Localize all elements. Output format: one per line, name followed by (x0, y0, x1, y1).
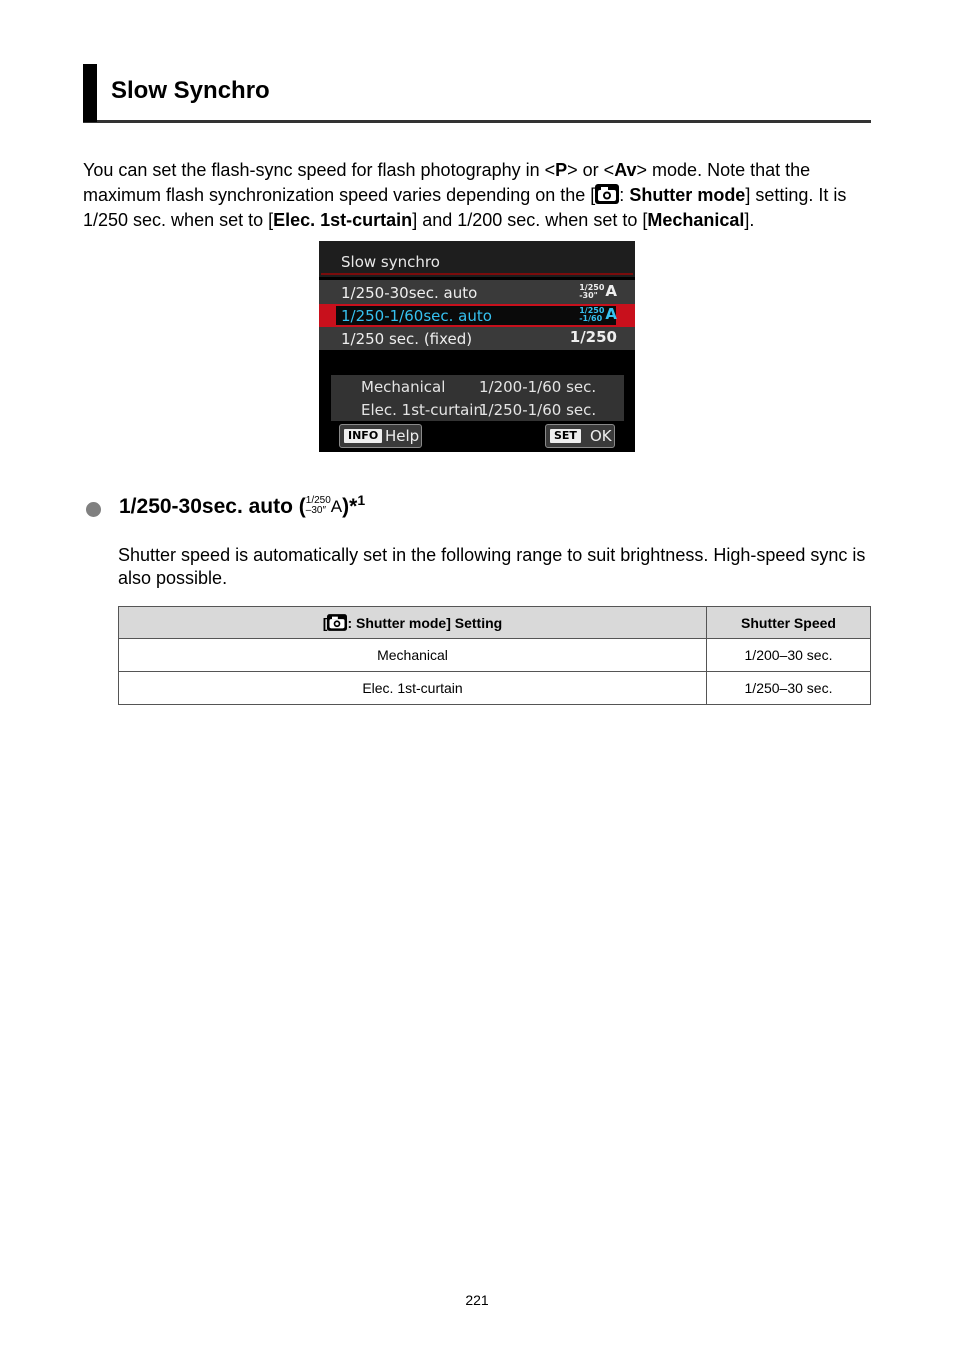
page-title: Slow Synchro (111, 77, 270, 104)
table-row (119, 639, 871, 672)
cell-setting: Mechanical (119, 639, 707, 672)
help-label: Help (385, 427, 420, 445)
icon-suffix: A (605, 305, 617, 323)
info-mode: Elec. 1st-curtain (361, 401, 483, 419)
intro-text: > mode. Note that the maximum flash synchronization speed varies depending on the [ (83, 160, 811, 205)
cell-speed: 1/250–30 sec. (707, 672, 871, 705)
section-heading (83, 64, 871, 123)
menu-option-30sec-auto[interactable] (319, 281, 635, 304)
header-text: : Shutter mode] Setting (347, 615, 503, 631)
option-description: Shutter speed is automatically set in the following range to suit brightness. High-speed sync is also possible. (118, 545, 866, 588)
menu-info-panel (331, 375, 624, 421)
bullet-dot (86, 502, 101, 517)
intro-text: ]. (744, 210, 755, 230)
header-setting (119, 607, 707, 639)
intro-paragraph (83, 158, 878, 233)
heading-bar (83, 64, 97, 122)
mode-av: Av (614, 160, 637, 180)
option-label: 1/250 sec. (fixed) (341, 330, 473, 348)
footnote-marker: 1 (357, 492, 366, 508)
header-speed: Shutter Speed (707, 607, 871, 639)
info-range: 1/200-1/60 sec. (479, 378, 597, 396)
menu-title: Slow synchro (341, 253, 440, 271)
icon-suffix: A (605, 282, 617, 300)
option-label: 1/250-30sec. auto (341, 284, 478, 302)
set-key: SET (550, 429, 581, 443)
intro-text: You can set the flash-sync speed for flash photography in < (83, 160, 556, 180)
set-ok-button[interactable] (545, 424, 615, 448)
intro-text: ] setting. It is 1/250 sec. when set to [ (83, 185, 847, 230)
intro-text: ] and 1/200 sec. when set to [ (412, 210, 648, 230)
elec-term: Elec. 1st-curtain (273, 210, 413, 230)
icon-bottom: –30″ (305, 505, 326, 517)
shutter-speed-table (118, 606, 871, 705)
info-help-button[interactable] (339, 424, 422, 448)
info-key: INFO (344, 429, 382, 443)
icon-bottom: -30" (579, 290, 598, 300)
cell-speed: 1/200–30 sec. (707, 639, 871, 672)
icon-top: 1/250 (305, 495, 331, 507)
option-title: 1/250-30sec. auto ( (119, 495, 306, 518)
icon-suffix: A (330, 497, 343, 516)
table-row (119, 672, 871, 705)
option-label: 1/250-1/60sec. auto (341, 307, 492, 325)
menu-title-bar (319, 241, 635, 277)
camera-menu-screenshot (319, 241, 635, 452)
info-mode: Mechanical (361, 378, 446, 396)
cell-setting: Elec. 1st-curtain (119, 672, 707, 705)
camera-icon (595, 184, 619, 204)
menu-option-60sec-auto[interactable] (319, 304, 635, 327)
icon-top: 1/250 (579, 305, 605, 315)
auto-range-icon (306, 494, 342, 518)
table-header-row (119, 607, 871, 639)
intro-text: > or < (567, 160, 615, 180)
header-text: [ (322, 615, 328, 631)
shutter-mode-term: Shutter mode (629, 185, 746, 205)
option-title-suffix: )* (342, 495, 358, 518)
camera-icon (327, 614, 347, 631)
option-heading (119, 492, 365, 519)
auto-range-icon (579, 305, 617, 323)
page-number: 221 (465, 1292, 489, 1308)
mode-p: P (555, 160, 568, 180)
icon-bottom: -1/60 (579, 313, 603, 323)
fixed-speed-icon: 1/250 (569, 328, 617, 346)
auto-range-icon (579, 282, 617, 300)
ok-label: OK (590, 427, 612, 445)
menu-option-fixed[interactable] (319, 327, 635, 350)
info-range: 1/250-1/60 sec. (479, 401, 597, 419)
title-divider (321, 273, 633, 275)
mechanical-term: Mechanical (647, 210, 745, 230)
intro-text: : (619, 185, 630, 205)
icon-top: 1/250 (579, 282, 605, 292)
